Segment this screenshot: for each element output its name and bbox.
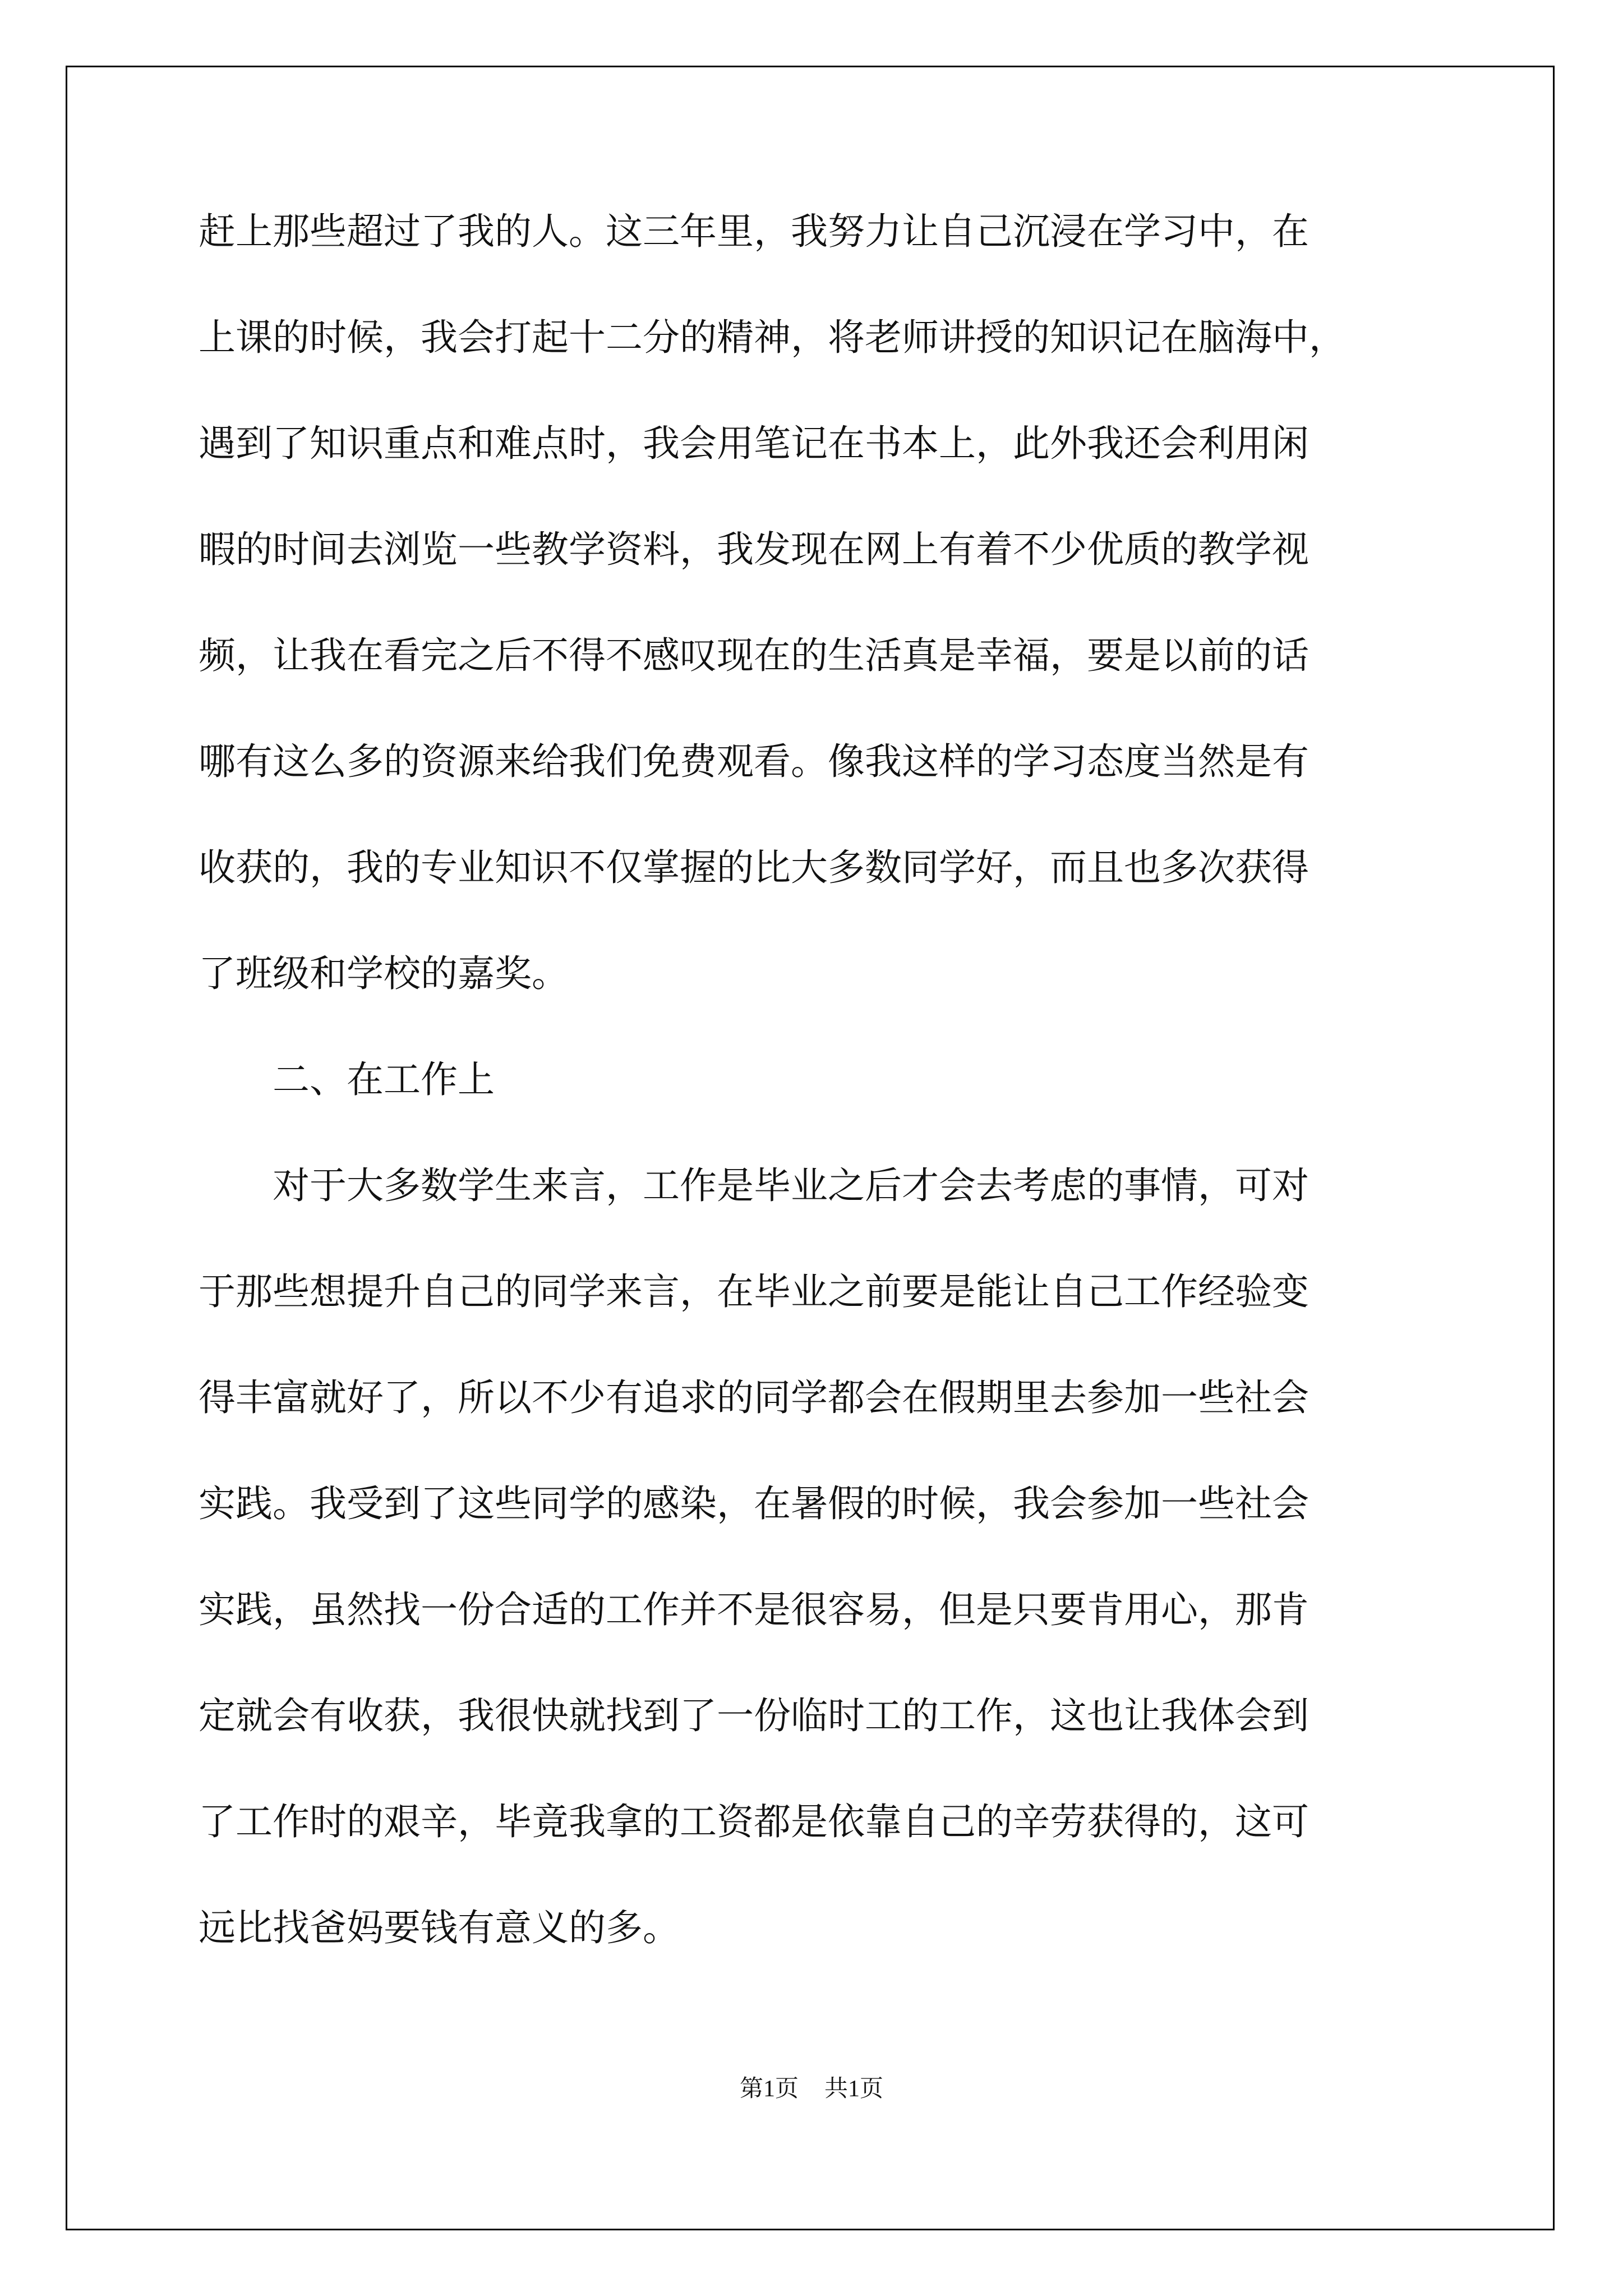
text-line: 上课的时候，我会打起十二分的精神，将老师讲授的知识记在脑海中， bbox=[199, 316, 1346, 359]
text-line: 暇的时间去浏览一些教学资料，我发现在网上有着不少优质的教学视 bbox=[199, 528, 1309, 571]
text-line: 收获的，我的专业知识不仅掌握的比大多数同学好，而且也多次获得 bbox=[199, 846, 1309, 889]
page-footer bbox=[0, 2070, 1623, 2104]
text-line: 远比找爸妈要钱有意义的多。 bbox=[199, 1906, 680, 1949]
page-total: 共1页 bbox=[824, 2076, 884, 2102]
text-line: 于那些想提升自己的同学来言，在毕业之前要是能让自己工作经验变 bbox=[199, 1270, 1309, 1313]
text-line: 得丰富就好了，所以不少有追求的同学都会在假期里去参加一些社会 bbox=[199, 1376, 1309, 1419]
text-line: 实践，虽然找一份合适的工作并不是很容易，但是只要肯用心，那肯 bbox=[199, 1588, 1309, 1631]
text-line: 赶上那些超过了我的人。这三年里，我努力让自己沉浸在学习中，在 bbox=[199, 210, 1309, 253]
document-body bbox=[199, 210, 1432, 2016]
page-number: 第1页 bbox=[739, 2076, 799, 2102]
text-line: 遇到了知识重点和难点时，我会用笔记在书本上，此外我还会利用闲 bbox=[199, 422, 1309, 465]
text-line: 频，让我在看完之后不得不感叹现在的生活真是幸福，要是以前的话 bbox=[199, 634, 1309, 677]
text-line: 定就会有收获，我很快就找到了一份临时工的工作，这也让我体会到 bbox=[199, 1694, 1309, 1737]
text-line: 对于大多数学生来言，工作是毕业之后才会去考虑的事情，可对 bbox=[273, 1164, 1309, 1207]
text-line: 实践。我受到了这些同学的感染，在暑假的时候，我会参加一些社会 bbox=[199, 1482, 1309, 1525]
section-heading: 二、在工作上 bbox=[273, 1058, 495, 1101]
text-line: 哪有这么多的资源来给我们免费观看。像我这样的学习态度当然是有 bbox=[199, 740, 1309, 783]
text-line: 了工作时的艰辛，毕竟我拿的工资都是依靠自己的辛劳获得的，这可 bbox=[199, 1800, 1309, 1843]
text-line: 了班级和学校的嘉奖。 bbox=[199, 952, 569, 995]
